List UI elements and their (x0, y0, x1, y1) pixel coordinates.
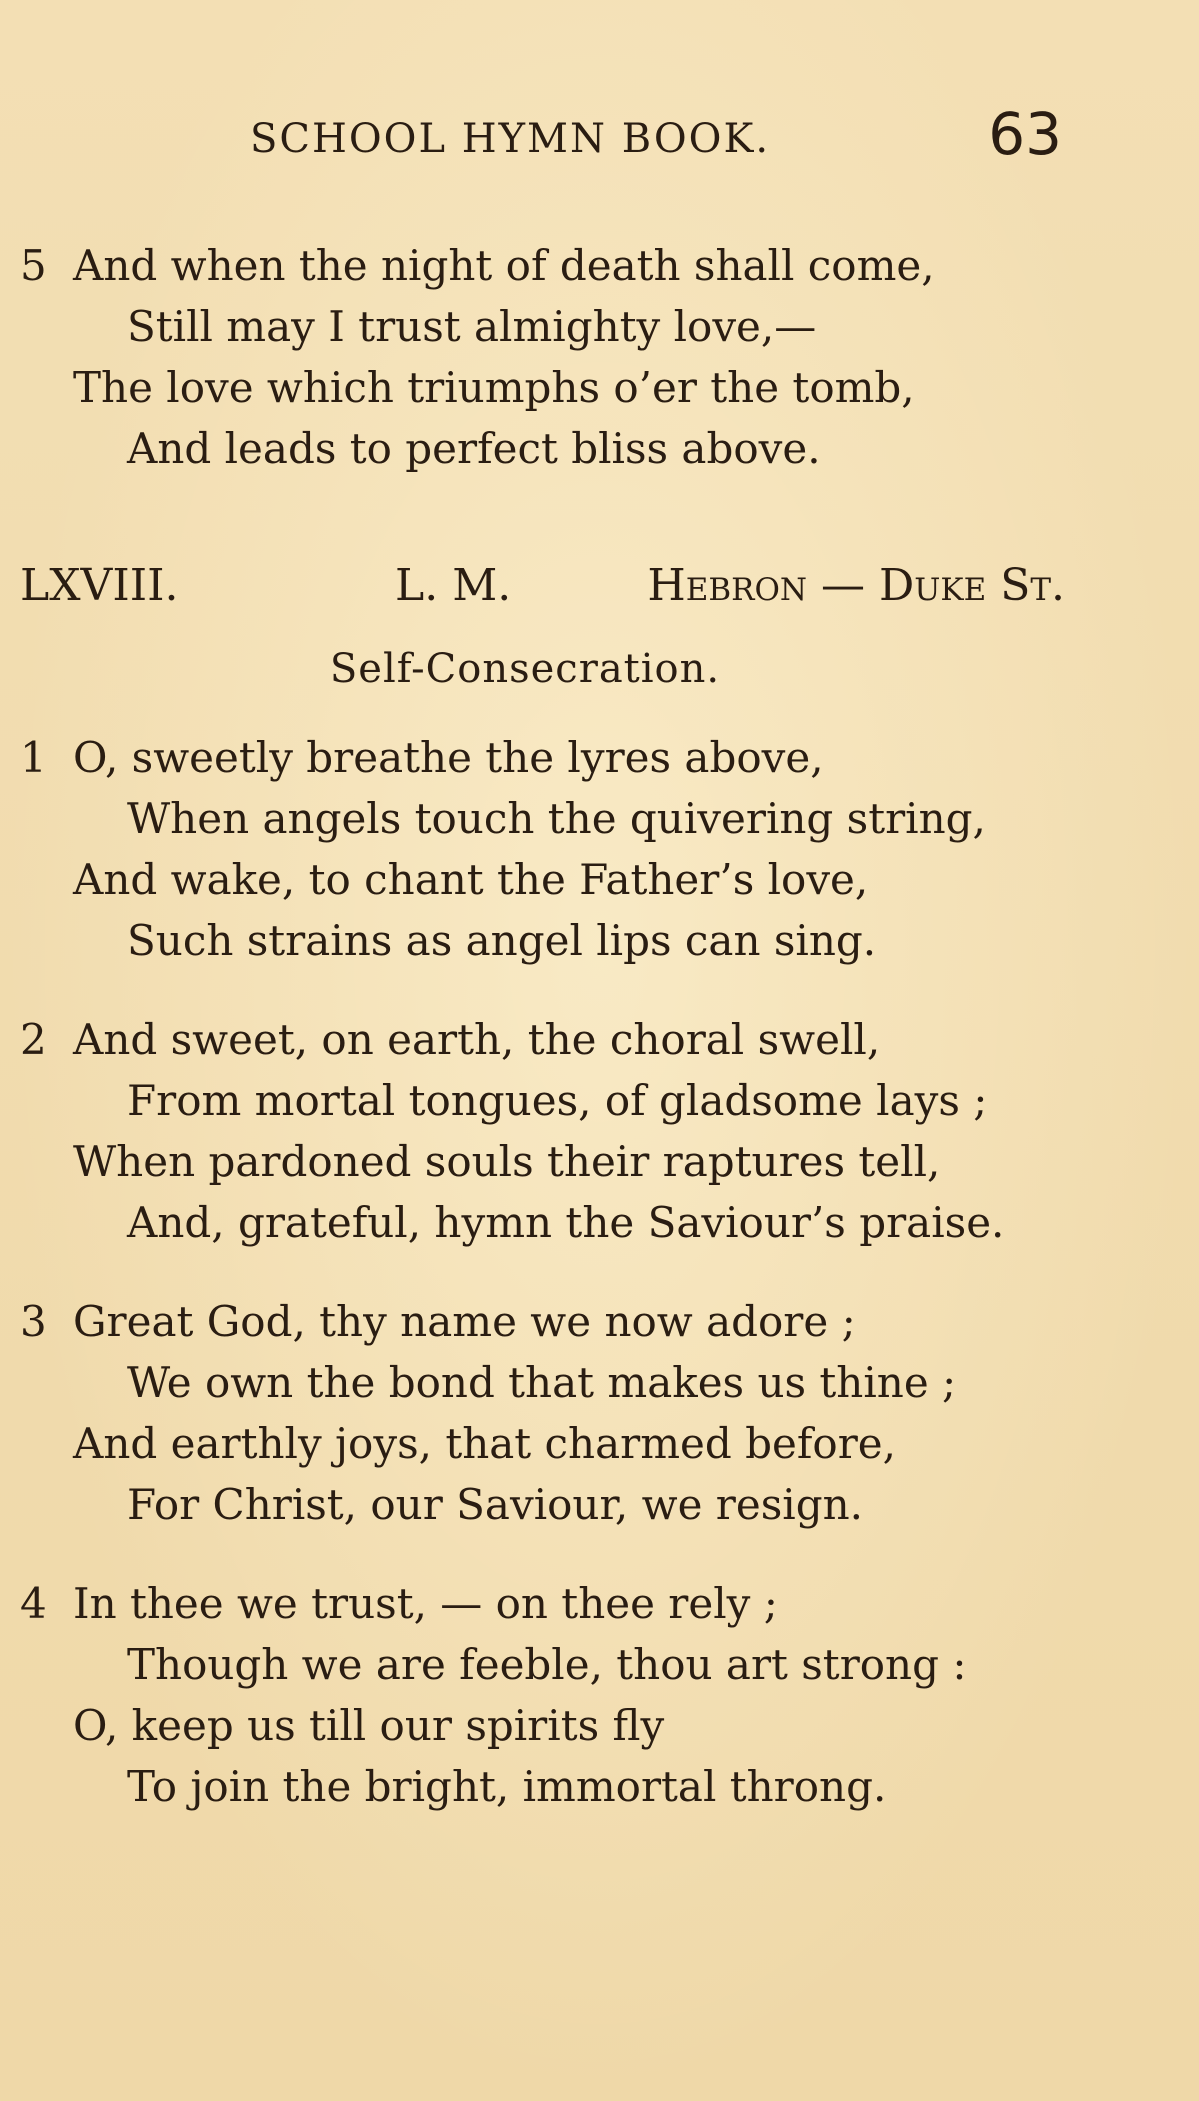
verse-line (20, 296, 1170, 357)
verse-line (20, 1070, 1170, 1131)
hymn-tunes: Hebron — Duke St. (647, 560, 1065, 611)
page-header (250, 100, 1070, 170)
verse-line (20, 357, 1170, 418)
verse-line-text: When angels touch the quivering string, (127, 794, 986, 843)
verse-line (20, 1756, 1170, 1817)
verse-line (20, 788, 1170, 849)
hymn-subtitle: Self-Consecration. (329, 646, 721, 692)
verse-line (20, 910, 1170, 971)
hymn-number: LXVIII. (20, 560, 179, 611)
verse-line-text: For Christ, our Saviour, we resign. (127, 1480, 863, 1529)
stanza-number: 3 (20, 1297, 47, 1346)
hymn-meter: L. M. (395, 560, 512, 611)
verse-line (20, 1291, 1170, 1352)
running-title: SCHOOL HYMN BOOK. (250, 116, 771, 162)
stanza-3 (20, 1291, 1170, 1535)
verse-line-text: From mortal tongues, of gladsome lays ; (127, 1076, 988, 1125)
stanza-4 (20, 1573, 1170, 1817)
verse-line-text: When pardoned souls their raptures tell, (73, 1137, 941, 1186)
verse-line-text: Such strains as angel lips can sing. (127, 916, 877, 965)
verse-line-text: Still may I trust almighty love,— (127, 302, 817, 351)
stanza-number: 5 (20, 241, 47, 290)
verse-line-text: O, keep us till our spirits fly (73, 1701, 665, 1750)
verse-line (20, 1009, 1170, 1070)
verse-line (20, 1573, 1170, 1634)
hymn-heading (20, 560, 1065, 620)
page-number: 63 (988, 100, 1062, 168)
verse-line (20, 1192, 1170, 1253)
verse-line-text: In thee we trust, — on thee rely ; (73, 1579, 778, 1628)
verse-line (20, 1413, 1170, 1474)
verse-line-text: Though we are feeble, thou art strong : (127, 1640, 967, 1689)
stanza-1 (20, 727, 1170, 971)
verse-line (20, 418, 1170, 479)
verse-line-text: To join the bright, immortal throng. (127, 1762, 887, 1811)
verse-line (20, 849, 1170, 910)
verse-line-text: And earthly joys, that charmed before, (73, 1419, 896, 1468)
verse-line-text: And when the night of death shall come, (73, 241, 935, 290)
stanza-number: 2 (20, 1015, 47, 1064)
verse-line-text: And sweet, on earth, the choral swell, (73, 1015, 881, 1064)
verse-line (20, 1131, 1170, 1192)
verse-line (20, 235, 1170, 296)
verse-line (20, 1352, 1170, 1413)
verse-line (20, 1634, 1170, 1695)
verse-line-text: And wake, to chant the Father’s love, (73, 855, 869, 904)
stanza-number: 1 (20, 733, 47, 782)
verse-line-text: The love which triumphs o’er the tomb, (73, 363, 915, 412)
verse-line-text: O, sweetly breathe the lyres above, (73, 733, 824, 782)
verse-line (20, 1474, 1170, 1535)
stanza-number: 4 (20, 1579, 47, 1628)
verse-line-text: Great God, thy name we now adore ; (73, 1297, 856, 1346)
stanza-2 (20, 1009, 1170, 1253)
verse-line (20, 727, 1170, 788)
verse-line-text: And, grateful, hymn the Saviour’s praise. (127, 1198, 1005, 1247)
verse-line-text: And leads to perfect bliss above. (127, 424, 821, 473)
verse-line-text: We own the bond that makes us thine ; (127, 1358, 957, 1407)
previous-hymn-stanza-5 (20, 235, 1170, 479)
verse-line (20, 1695, 1170, 1756)
